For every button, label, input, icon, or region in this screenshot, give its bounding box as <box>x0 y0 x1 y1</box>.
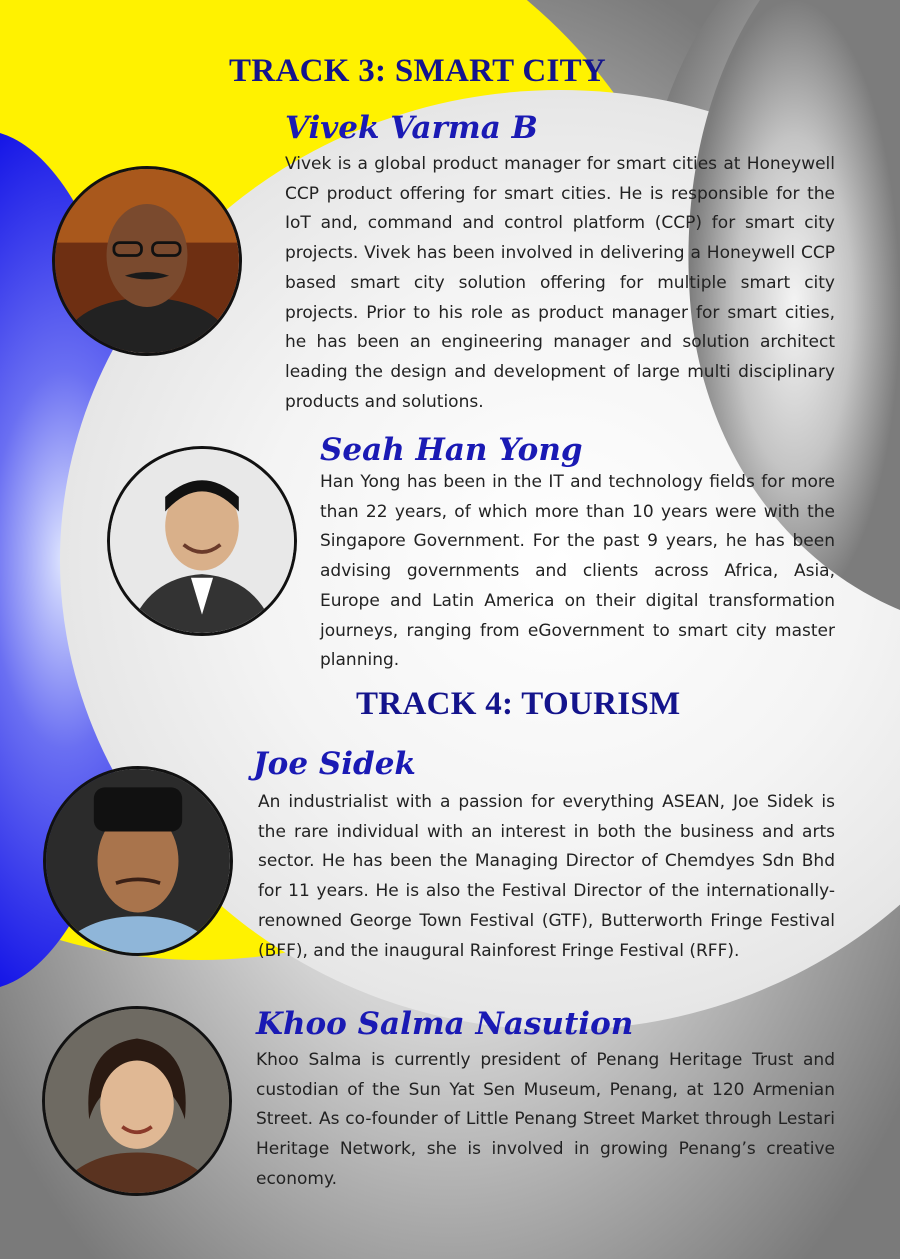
speaker-bio-khoo: Khoo Salma is currently president of Penang Heritage Trust and custodian of the Sun Yat Sen Museum, Penang, at 120 Armenian Street. As co-founder of Little Penang Street Market through Lestari Heritage Network, she is involved in growing Penang’s creative economy. <box>256 1050 835 1189</box>
track-4-title: TRACK 4: TOURISM <box>356 686 681 722</box>
speaker-bio-joe: An industrialist with a passion for everything ASEAN, Joe Sidek is the rare individual with an interest in both the business and arts sector. He has been the Managing Director of Chemdyes Sdn Bhd for 11 years. He is also the Festival Director of the internationally-renowned George Town Festival (GTF), Butterworth Fringe Festival (BFF), and the inaugural Rainforest Fringe Festival (RFF). <box>258 792 835 961</box>
person-photo-icon <box>46 769 230 953</box>
speaker-photo-joe <box>43 766 233 956</box>
person-photo-icon <box>55 169 239 353</box>
speaker-name-vivek: Vivek Varma B <box>285 110 538 146</box>
person-photo-icon <box>110 449 294 633</box>
speaker-photo-seah <box>107 446 297 636</box>
person-photo-icon <box>45 1009 229 1193</box>
speaker-name-khoo: Khoo Salma Nasution <box>256 1006 634 1042</box>
speaker-bio-seah: Han Yong has been in the IT and technology fields for more than 22 years, of which more than 10 years were with the Singapore Government. For the past 9 years, he has been advising governments and clients across Africa, Asia, Europe and Latin America on their digital transformation journeys, ranging from eGovernment to smart city master planning. <box>320 472 835 671</box>
speaker-photo-khoo <box>42 1006 232 1196</box>
track-3-title: TRACK 3: SMART CITY <box>229 53 607 89</box>
speaker-name-joe: Joe Sidek <box>253 746 416 782</box>
speaker-bio-vivek: Vivek is a global product manager for smart cities at Honeywell CCP product offering for smart cities. He is responsible for the IoT and, command and control platform (CCP) for smart city projects. Vivek has been involved in delivering a Honeywell CCP based smart city solution offering for multiple smart city projects. Prior to his role as product manager for smart cities, he has been an engineering manager and solution architect leading the design and development of large multi disciplinary products and solutions. <box>285 154 835 412</box>
speaker-photo-vivek <box>52 166 242 356</box>
speaker-name-seah: Seah Han Yong <box>320 432 583 468</box>
